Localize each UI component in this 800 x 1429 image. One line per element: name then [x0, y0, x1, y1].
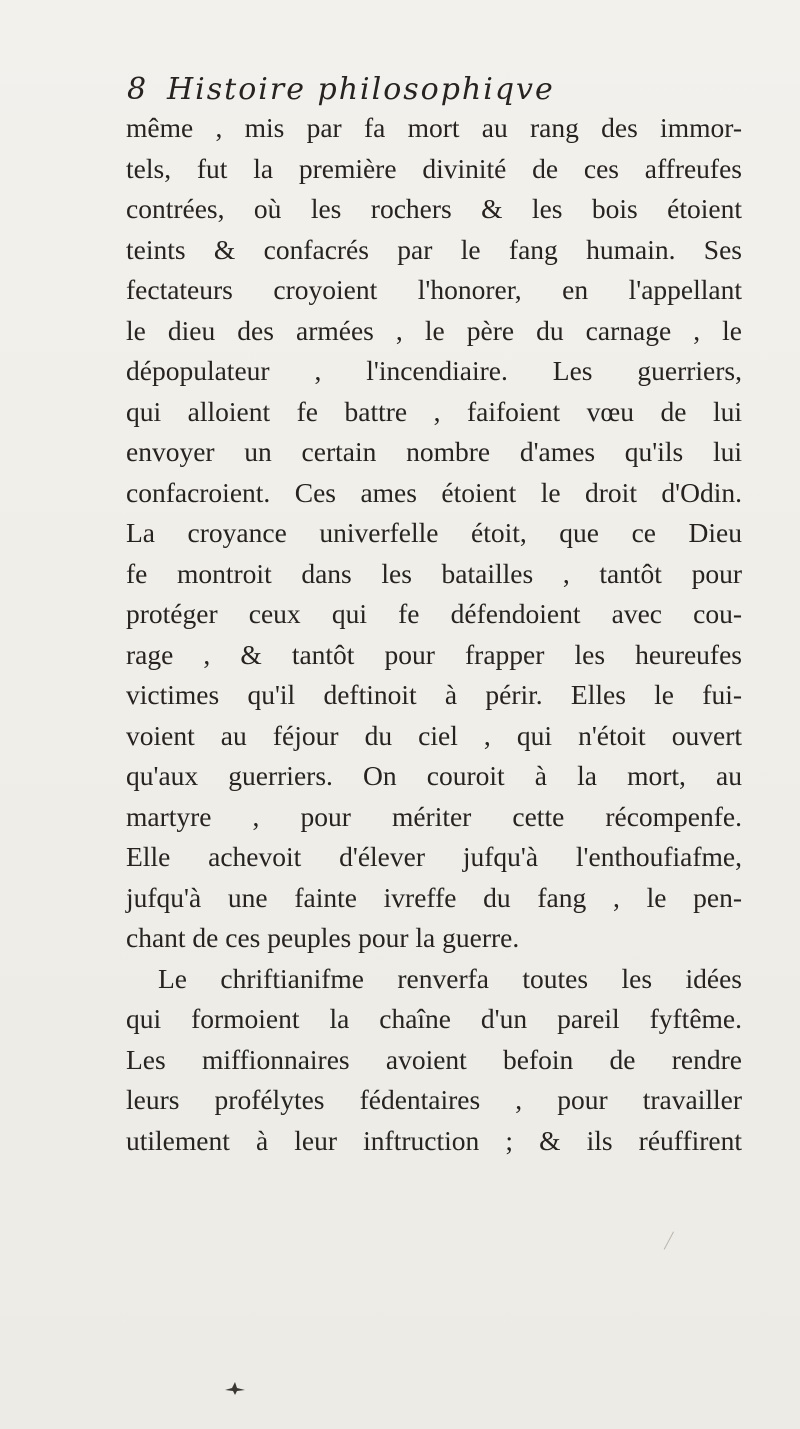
page-number: 8	[127, 72, 147, 107]
text-line: jufqu'à une fainte ivreffe du fang , le pen-	[126, 881, 742, 913]
text-line: contrées, où les rochers & les bois étoient	[126, 193, 742, 224]
text-line: protéger ceux qui fe défendoient avec cou-	[126, 598, 742, 629]
text-line: martyre , pour mériter cette récompenfe.	[126, 800, 742, 832]
body-text	[126, 108, 742, 1161]
text-line: rage , & tantôt pour frapper les heureufes	[126, 638, 742, 670]
text-line: La croyance univerfelle étoit, que ce Dieu	[126, 517, 742, 548]
text-line: Elle achevoit d'élever jufqu'à l'enthoufiafme,	[126, 841, 742, 872]
text-line: fectateurs croyoient l'honorer, en l'appellant	[126, 274, 742, 305]
stray-mark	[664, 1232, 680, 1253]
text-line: dépopulateur , l'incendiaire. Les guerriers,	[126, 355, 742, 386]
text-line: Les miffionnaires avoient befoin de rendre	[126, 1043, 742, 1075]
running-head	[127, 70, 727, 110]
text-line: utilement à leur inftruction ; & ils réuffirent	[126, 1124, 742, 1156]
text-line: voient au féjour du ciel , qui n'étoit ouvert	[126, 719, 742, 751]
text-line: teints & confacrés par le fang humain. Ses	[126, 233, 742, 265]
text-line: qu'aux guerriers. On couroit à la mort, au	[126, 760, 742, 791]
text-line: chant de ces peuples pour la guerre.	[126, 922, 520, 953]
text-line: leurs profélytes fédentaires , pour travailler	[126, 1084, 742, 1115]
text-line: envoyer un certain nombre d'ames qu'ils lui	[126, 436, 742, 467]
text-line: qui alloient fe battre , faifoient vœu de lui	[126, 395, 742, 427]
running-head-title: Histoire philosophiqve	[167, 72, 555, 107]
text-line: tels, fut la première divinité de ces affreufes	[126, 152, 742, 184]
text-line: confacroient. Ces ames étoient le droit d'Odin.	[126, 476, 742, 508]
text-line: fe montroit dans les batailles , tantôt pour	[126, 557, 742, 589]
text-line: qui formoient la chaîne d'un pareil fyftême.	[126, 1003, 742, 1034]
text-line: le dieu des armées , le père du carnage , le	[126, 314, 742, 346]
ornament-icon	[224, 1380, 246, 1396]
text-line: Le chriftianifme renverfa toutes les idées	[158, 962, 742, 994]
text-line: même , mis par fa mort au rang des immor-	[126, 112, 742, 143]
text-line: victimes qu'il deftinoit à périr. Elles le fui-	[126, 679, 742, 710]
